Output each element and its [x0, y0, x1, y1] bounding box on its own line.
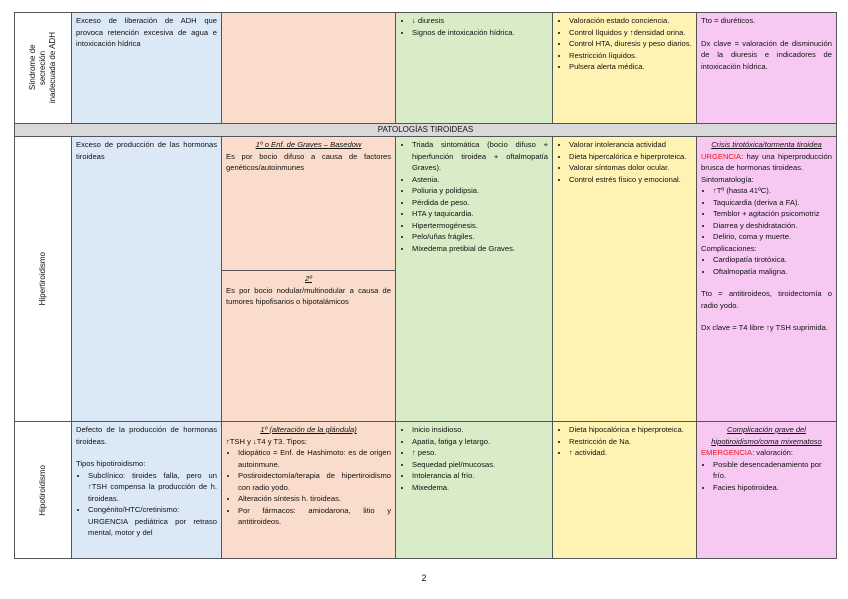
urgency-label: URGENCIA [701, 151, 742, 161]
hypo-label-cell [15, 422, 72, 559]
list-item: • Restricción líquidos. [569, 50, 692, 62]
symptoms-label: Sintomatología: [701, 174, 754, 184]
list-item: • Mixedema pretibial de Graves. [412, 243, 548, 255]
siadh-definition: Exceso de liberación de ADH que provoca retención excesiva de agua e intoxicación hídrica [72, 13, 222, 124]
hyper-cause2-text: Es por bocio nodular/multinodular a causa de tumores hipofisarios o hipotalámicos [226, 285, 391, 306]
siadh-causes [222, 13, 396, 124]
hyper-label: Hipertiroidismo [38, 252, 47, 306]
hyper-cause1-text: Es por bocio difuso a causa de factores genéticos/autoinmunes [226, 151, 391, 172]
hyper-care [553, 137, 697, 422]
list-item: • Alteración síntesis h. tiroideas. [238, 493, 391, 505]
complications-label: Complicaciones: [701, 243, 757, 253]
list-item: • Mixedema. [412, 482, 548, 494]
hyper-tto: Tto = antitiroideos, tiroidectomía o radio yodo. [701, 289, 832, 310]
list-item: • Delirio, coma y muerte. [713, 231, 832, 243]
list-item: • Intolerancia al frío. [412, 470, 548, 482]
siadh-treatment [697, 13, 837, 124]
hyper-label-cell [15, 137, 72, 422]
hypo-definition [72, 422, 222, 559]
siadh-tto: Tto = diuréticos. [701, 16, 756, 25]
hyper-cause1-title: 1º o Enf. de Graves – Basedow [255, 140, 362, 149]
list-item: • Control líquidos y ↑densidad orina. [569, 27, 692, 39]
section-header: PATOLOGÍAS TIROIDEAS [15, 124, 837, 137]
siadh-row [15, 13, 837, 124]
list-item: • Valoración estado conciencia. [569, 15, 692, 27]
hyper-causes [222, 137, 396, 422]
siadh-dx: Dx clave = valoración de disminución de la diuresis e indicadores de intoxicación hídrica. [701, 38, 832, 71]
list-item: • Dieta hipercalórica e hiperproteica. [569, 151, 692, 163]
hyper-dx: Dx clave = T4 libre ↑y TSH suprimida. [701, 323, 828, 332]
list-item: • Hipertermogénesis. [412, 220, 548, 232]
list-item: • ↑Tº (hasta 41ºC). [713, 185, 832, 197]
emergency-label: EMERGENCIA [701, 448, 753, 457]
hypo-complication [697, 422, 837, 559]
list-item: • Poliuria y polidipsia. [412, 185, 548, 197]
hypo-causes [222, 422, 396, 559]
hypo-comp-title: Complicación grave del hipotiroidismo/coma mixematoso [711, 425, 822, 446]
hyperthyroid-row [15, 137, 837, 422]
hypothyroid-row [15, 422, 837, 559]
list-item: • Posible desencadenamiento por frío. [713, 459, 832, 482]
list-item: • Temblor + agitación psicomotriz [713, 208, 832, 220]
list-item: • Facies hipotiroidea. [713, 482, 832, 494]
siadh-signs [396, 13, 553, 124]
list-item: • Control HTA, diuresis y peso diarios. [569, 38, 692, 50]
list-item: • Pulsera alerta médica. [569, 61, 692, 73]
hyper-definition: Exceso de producción de las hormonas tiroideas [72, 137, 222, 422]
list-item: • Pérdida de peso. [412, 197, 548, 209]
list-item: • Postiroidectomía/terapia de hipertiroidismo con radio yodo. [238, 470, 391, 493]
list-item: • Triada sintomática (bocio difuso + hiperfunción tiroidea + oftalmopatía Graves). [412, 139, 548, 174]
hyper-signs [396, 137, 553, 422]
list-item: • Idiopático = Enf. de Hashimoto: es de origen autoinmune. [238, 447, 391, 470]
hypo-label: Hipotiroidismo [38, 464, 47, 516]
siadh-care [553, 13, 697, 124]
list-item: • Valorar síntomas dolor ocular. [569, 162, 692, 174]
list-item: • Inicio insidioso. [412, 424, 548, 436]
list-item: • Sequedad piel/mucosas. [412, 459, 548, 471]
hyper-crisis [697, 137, 837, 422]
list-item: • Restricción de Na. [569, 436, 692, 448]
list-item: • ↑ actividad. [569, 447, 692, 459]
list-item: • Por fármacos: amiodarona, litio y antitiroideos. [238, 505, 391, 528]
list-item: • Subclínico: tiroides falla, pero un ↑TSH compensa la producción de h. tiroideas. [88, 470, 217, 505]
list-item: • Congénito/HTC/cretinismo: URGENCIA pediátrica por retraso mental, motor y del [88, 504, 217, 539]
page-number: 2 [421, 573, 427, 583]
hypo-signs [396, 422, 553, 559]
hypo-cause1-title: 1º (alteración de la glándula) [260, 425, 357, 434]
hypo-cause1-text: ↑TSH y ↓T4 y T3. Tipos: [226, 436, 307, 446]
list-item: • Taquicardia (deriva a FA). [713, 197, 832, 209]
list-item: • ↓ diuresis [412, 15, 548, 27]
hypo-def-text: Defecto de la producción de hormonas tiroideas. [76, 425, 217, 446]
list-item: • Cardiopatía tirotóxica. [713, 254, 832, 266]
siadh-label-cell [15, 13, 72, 124]
list-item: • Astenia. [412, 174, 548, 186]
list-item: • Valorar intolerancia actividad [569, 139, 692, 151]
hyper-crisis-title: Crisis tirotóxica/tormenta tiroidea [711, 140, 822, 149]
list-item: • Apatía, fatiga y letargo. [412, 436, 548, 448]
list-item: • Oftalmopatía maligna. [713, 266, 832, 278]
list-item: • Signos de intoxicación hídrica. [412, 27, 548, 39]
list-item: • HTA y taquicardia. [412, 208, 548, 220]
hypo-emergency: EMERGENCIA: valoración: [701, 448, 794, 457]
siadh-label: Síndrome de secreción inadecuada de ADH [28, 32, 57, 104]
hyper-urgency: URGENCIA: hay una hiperproducción brusca de hormonas tiroideas. [701, 151, 832, 172]
list-item: • Dieta hipocalórica e hiperproteica. [569, 424, 692, 436]
list-item: • Diarrea y deshidratación. [713, 220, 832, 232]
hyper-cause2-title: 2º [305, 274, 312, 283]
hypo-care [553, 422, 697, 559]
section-header-row [15, 124, 837, 137]
pathology-table [14, 12, 837, 559]
list-item: • Control estrés físico y emocional. [569, 174, 692, 186]
list-item: • ↑ peso. [412, 447, 548, 459]
hypo-types-label: Tipos hipotiroidismo: [76, 459, 146, 468]
list-item: • Pelo/uñas frágiles. [412, 231, 548, 243]
